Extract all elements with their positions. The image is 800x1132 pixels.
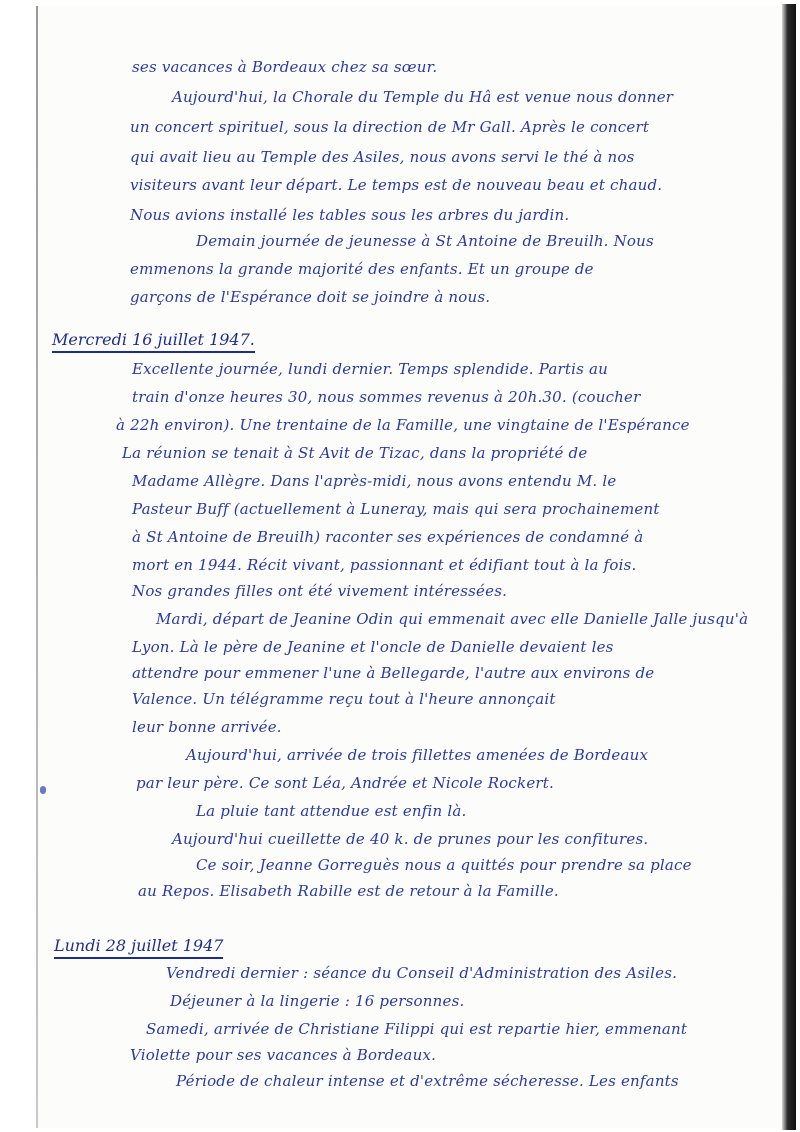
handwritten-line: ses vacances à Bordeaux chez sa sœur. — [132, 58, 438, 76]
handwritten-line: Aujourd'hui cueillette de 40 k. de prunes pour les confitures. — [172, 830, 649, 848]
handwritten-line: Période de chaleur intense et d'extrême sécheresse. Les enfants — [176, 1072, 679, 1090]
handwritten-line: Vendredi dernier : séance du Conseil d'Administration des Asiles. — [166, 964, 678, 982]
handwritten-line: Pasteur Buff (actuellement à Luneray, mais qui sera prochainement — [132, 500, 660, 518]
handwritten-line: Samedi, arrivée de Christiane Filippi qui est repartie hier, emmenant — [146, 1020, 688, 1038]
page-right-binding-shadow — [782, 4, 796, 1130]
handwritten-line: Valence. Un télégramme reçu tout à l'heure annonçait — [132, 690, 556, 708]
handwritten-line: Déjeuner à la lingerie : 16 personnes. — [170, 992, 465, 1010]
handwritten-line: Demain journée de jeunesse à St Antoine de Breuilh. Nous — [196, 232, 654, 250]
handwritten-line: train d'onze heures 30, nous sommes revenus à 20h.30. (coucher — [132, 388, 641, 406]
handwritten-line: Aujourd'hui, la Chorale du Temple du Hâ est venue nous donner — [172, 88, 674, 106]
handwritten-line: Madame Allègre. Dans l'après-midi, nous avons entendu M. le — [132, 472, 617, 490]
handwritten-line: attendre pour emmener l'une à Bellegarde, l'autre aux environs de — [132, 664, 655, 682]
handwritten-line: un concert spirituel, sous la direction de Mr Gall. Après le concert — [130, 118, 650, 136]
handwritten-line: Nous avions installé les tables sous les arbres du jardin. — [130, 206, 570, 224]
ink-blot — [40, 786, 46, 794]
handwritten-line: garçons de l'Espérance doit se joindre à nous. — [130, 288, 491, 306]
handwritten-line: leur bonne arrivée. — [132, 718, 282, 736]
handwritten-line: Aujourd'hui, arrivée de trois fillettes amenées de Bordeaux — [186, 746, 649, 764]
handwritten-line: Lyon. Là le père de Jeanine et l'oncle de Danielle devaient les — [132, 638, 614, 656]
handwritten-line: par leur père. Ce sont Léa, Andrée et Nicole Rockert. — [136, 774, 554, 792]
entry-date: Mercredi 16 juillet 1947. — [52, 330, 255, 353]
handwritten-line: La pluie tant attendue est enfin là. — [196, 802, 467, 820]
handwritten-line: qui avait lieu au Temple des Asiles, nous avons servi le thé à nos — [130, 148, 635, 166]
handwritten-line: Nos grandes filles ont été vivement intéressées. — [132, 582, 508, 600]
handwritten-line: Ce soir, Jeanne Gorreguès nous a quittés pour prendre sa place — [196, 856, 692, 874]
handwritten-line: Violette pour ses vacances à Bordeaux. — [130, 1046, 437, 1064]
handwritten-line: à 22h environ). Une trentaine de la Famille, une vingtaine de l'Espérance — [116, 416, 690, 434]
handwritten-line: emmenons la grande majorité des enfants. Et un groupe de — [130, 260, 594, 278]
entry-date: Lundi 28 juillet 1947 — [54, 936, 223, 959]
handwritten-line: La réunion se tenait à St Avit de Tizac, dans la propriété de — [122, 444, 588, 462]
handwritten-line: à St Antoine de Breuilh) raconter ses expériences de condamné à — [132, 528, 644, 546]
handwritten-line: mort en 1944. Récit vivant, passionnant et édifiant tout à la fois. — [132, 556, 637, 574]
handwritten-line: Mardi, départ de Jeanine Odin qui emmenait avec elle Danielle Jalle jusqu'à — [156, 610, 749, 628]
handwritten-line: visiteurs avant leur départ. Le temps est de nouveau beau et chaud. — [130, 176, 663, 194]
handwritten-line: Excellente journée, lundi dernier. Temps splendide. Partis au — [132, 360, 608, 378]
handwritten-line: au Repos. Elisabeth Rabille est de retour à la Famille. — [138, 882, 559, 900]
